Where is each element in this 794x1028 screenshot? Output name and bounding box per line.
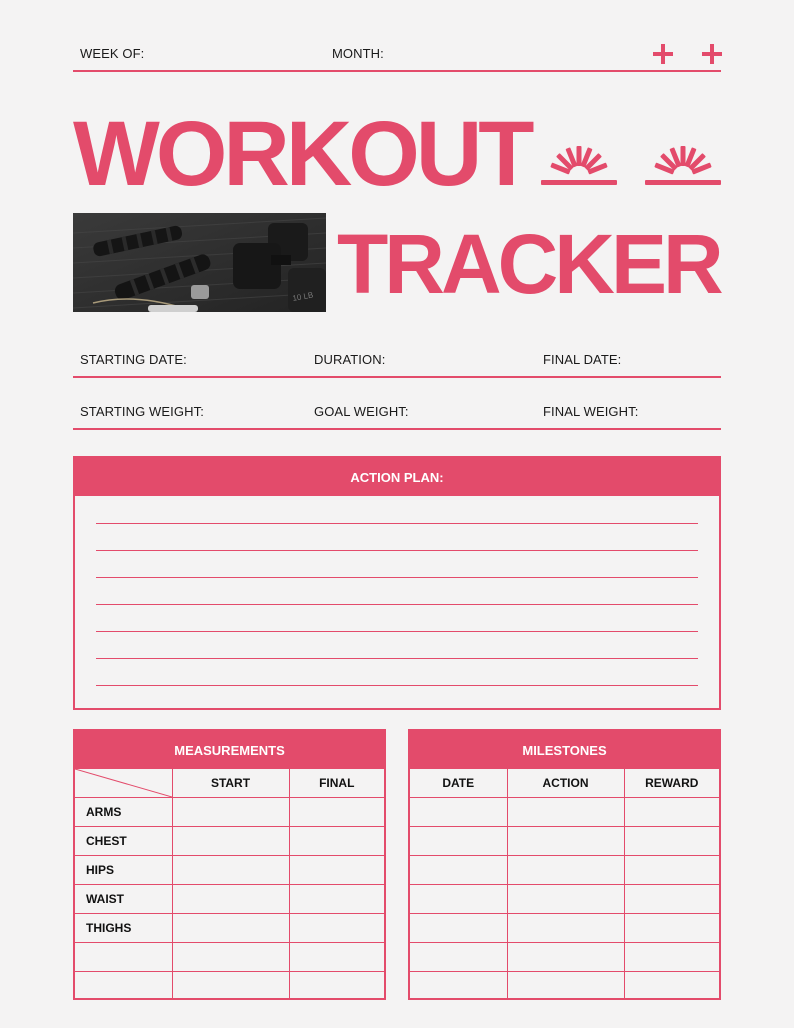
date-cell[interactable] [410, 972, 507, 1001]
goal-weight-label: GOAL WEIGHT: [314, 404, 409, 419]
row-label-thighs: THIGHS [75, 914, 172, 943]
column-header-final: FINAL [289, 769, 384, 798]
measurements-title: MEASUREMENTS [75, 731, 384, 769]
action-plan-panel [73, 456, 721, 710]
reward-cell[interactable] [624, 943, 719, 972]
duration-label: DURATION: [314, 352, 386, 367]
measurements-panel [73, 729, 386, 1000]
action-cell[interactable] [507, 827, 624, 856]
reward-cell[interactable] [624, 827, 719, 856]
plus-icon [702, 44, 722, 64]
date-cell[interactable] [410, 943, 507, 972]
action-cell[interactable] [507, 943, 624, 972]
final-cell[interactable] [289, 827, 384, 856]
column-header-start: START [172, 769, 289, 798]
start-cell[interactable] [172, 798, 289, 827]
action-cell[interactable] [507, 885, 624, 914]
final-date-label: FINAL DATE: [543, 352, 622, 367]
starting-weight-label: STARTING WEIGHT: [80, 404, 204, 419]
column-header-action: ACTION [507, 769, 624, 798]
final-cell[interactable] [289, 943, 384, 972]
action-cell[interactable] [507, 972, 624, 1001]
reward-cell[interactable] [624, 798, 719, 827]
reward-cell[interactable] [624, 972, 719, 1001]
final-cell[interactable] [289, 798, 384, 827]
final-cell[interactable] [289, 972, 384, 1001]
reward-cell[interactable] [624, 885, 719, 914]
date-cell[interactable] [410, 885, 507, 914]
writing-line[interactable] [96, 523, 698, 524]
month-label: MONTH: [332, 46, 384, 61]
reward-cell[interactable] [624, 856, 719, 885]
milestones-panel [408, 729, 721, 1000]
diagonal-line [75, 769, 172, 797]
measurements-table [75, 769, 384, 1000]
gym-equipment-photo [73, 213, 326, 312]
final-cell[interactable] [289, 885, 384, 914]
sunburst-icon [540, 144, 618, 188]
action-cell[interactable] [507, 856, 624, 885]
writing-line[interactable] [96, 550, 698, 551]
corner-cell [75, 769, 172, 798]
sunburst-icon [644, 144, 722, 188]
start-cell[interactable] [172, 972, 289, 1001]
writing-line[interactable] [96, 577, 698, 578]
writing-line[interactable] [96, 658, 698, 659]
info-divider-2 [73, 428, 721, 430]
final-cell[interactable] [289, 856, 384, 885]
title-workout: WORKOUT [73, 103, 531, 205]
info-divider-1 [73, 376, 721, 378]
writing-line[interactable] [96, 604, 698, 605]
week-of-label: WEEK OF: [80, 46, 145, 61]
row-label-hips: HIPS [75, 856, 172, 885]
title-tracker: TRACKER [337, 217, 720, 311]
action-cell[interactable] [507, 798, 624, 827]
milestones-title: MILESTONES [410, 731, 719, 769]
milestones-table [410, 769, 719, 1000]
final-cell[interactable] [289, 914, 384, 943]
column-header-date: DATE [410, 769, 507, 798]
start-cell[interactable] [172, 914, 289, 943]
writing-line[interactable] [96, 685, 698, 686]
svg-text:10 LB: 10 LB [291, 290, 314, 303]
start-cell[interactable] [172, 885, 289, 914]
starting-date-label: STARTING DATE: [80, 352, 187, 367]
row-label-chest: CHEST [75, 827, 172, 856]
start-cell[interactable] [172, 827, 289, 856]
action-cell[interactable] [507, 914, 624, 943]
date-cell[interactable] [410, 827, 507, 856]
final-weight-label: FINAL WEIGHT: [543, 404, 639, 419]
plus-icon [653, 44, 673, 64]
date-cell[interactable] [410, 914, 507, 943]
date-cell[interactable] [410, 798, 507, 827]
row-label-blank[interactable] [75, 943, 172, 972]
row-label-waist: WAIST [75, 885, 172, 914]
column-header-reward: REWARD [624, 769, 719, 798]
row-label-arms: ARMS [75, 798, 172, 827]
action-plan-title: ACTION PLAN: [75, 458, 719, 496]
header-divider [73, 70, 721, 72]
date-cell[interactable] [410, 856, 507, 885]
start-cell[interactable] [172, 856, 289, 885]
start-cell[interactable] [172, 943, 289, 972]
reward-cell[interactable] [624, 914, 719, 943]
writing-line[interactable] [96, 631, 698, 632]
row-label-blank[interactable] [75, 972, 172, 1001]
